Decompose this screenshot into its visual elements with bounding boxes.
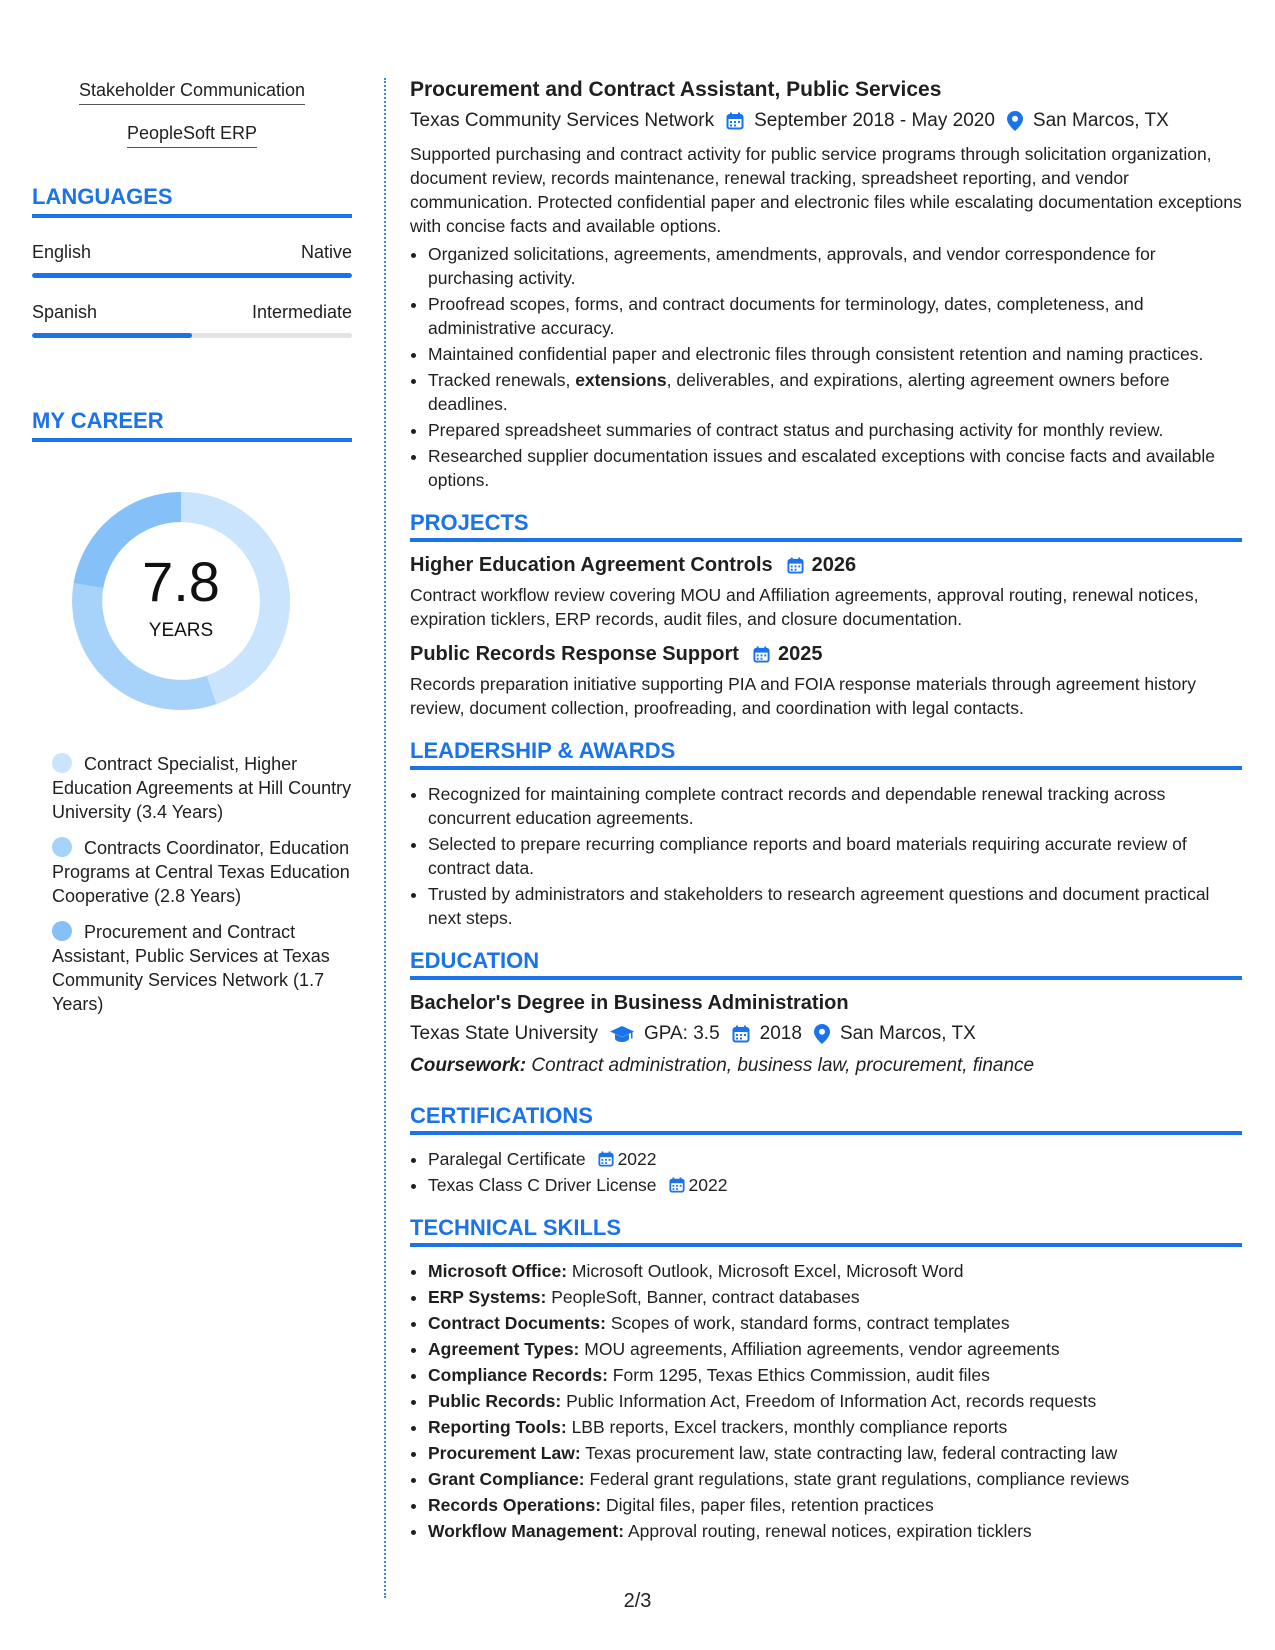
certifications-heading: CERTIFICATIONS [410,1103,1242,1135]
language-proficiency-fill [32,333,192,338]
job-location: San Marcos, TX [1032,110,1169,131]
technical-skill-item [428,1441,1242,1465]
technical-skill-item [428,1311,1242,1335]
skill-tag-label: PeopleSoft ERP [127,123,257,148]
certification-name: • Texas Class C Driver License [428,1175,657,1195]
skill-values: Microsoft Outlook, Microsoft Excel, Microsoft Word [571,1261,964,1281]
leadership-bullet: • Selected to prepare recurring compliance reports and board materials requiring accurate review of contract data. [428,832,1242,880]
skill-values: MOU agreements, Affiliation agreements, vendor agreements [584,1339,1060,1359]
job-meta [410,110,1242,132]
skill-category: Contract Documents: [428,1313,606,1333]
career-heading: MY CAREER [32,408,352,442]
calendar-icon [598,1151,614,1167]
education-year: 2018 [759,1023,802,1044]
technical-skill-item [428,1415,1242,1439]
career-donut-chart [66,486,296,716]
language-name: English [32,242,92,262]
skill-category: Procurement Law: [428,1443,581,1463]
bullet-bold-text: extensions [575,370,667,390]
legend-dot [52,921,72,941]
legend-dot [52,837,72,857]
skill-category: Records Operations: [428,1495,602,1515]
career-total-years: 7.8 [142,550,220,613]
skill-tag [32,80,352,105]
leadership-bullet: • Trusted by administrators and stakeholders to research agreement questions and document practical next steps. [428,882,1242,930]
project-year: 2025 [777,643,823,665]
education-coursework [410,1055,1242,1077]
graduation-cap-icon [610,1025,634,1043]
job-summary: Supported purchasing and contract activity for public service programs through solicitation organization, document review, records maintenance, renewal tracking, spreadsheet reporting, and vendor communication. Protected confidential paper and electronic files while escalating documentation exceptions with concise facts and available options. [410,144,1242,236]
technical-skills-heading: TECHNICAL SKILLS [410,1215,1242,1247]
job-dates: September 2018 - May 2020 [754,110,995,131]
calendar-icon [787,557,804,574]
job-bullets [410,242,1242,492]
language-item [32,242,352,278]
technical-skill-item [428,1363,1242,1387]
project-item [410,554,1242,631]
skill-category: Compliance Records: [428,1365,608,1385]
calendar-icon [726,112,744,130]
job-bullet [428,368,1242,416]
job-title: Procurement and Contract Assistant, Public Services [410,78,942,101]
sidebar [32,80,352,1028]
career-legend-item [52,836,352,908]
technical-skill-item [428,1519,1242,1543]
project-year: 2026 [811,554,857,576]
education-meta [410,1023,1242,1045]
skill-values: Approval routing, renewal notices, expiration ticklers [628,1521,1032,1541]
education-degree: Bachelor's Degree in Business Administration [410,992,849,1014]
bullet-text: , deliverables, and expirations, alerting agreement owners before deadlines. [428,370,1170,414]
technical-skill-item [428,1337,1242,1361]
education-location: San Marcos, TX [839,1023,976,1044]
calendar-icon [669,1177,685,1193]
skill-values: Public Information Act, Freedom of Information Act, records requests [566,1391,1097,1411]
career-legend-item [52,752,352,824]
skill-tag [32,123,352,148]
career-legend [52,752,352,1016]
career-total-unit: YEARS [148,620,214,641]
skill-category: Workflow Management: [428,1521,625,1541]
coursework-text: Contract administration, business law, procurement, finance [531,1055,1035,1076]
language-level: Intermediate [251,302,352,322]
job-bullet: • Prepared spreadsheet summaries of contract status and purchasing activity for monthly review. [428,418,1242,442]
job-bullet: • Organized solicitations, agreements, amendments, approvals, and vendor correspondence for purchasing activity. [428,242,1242,290]
project-description: Contract workflow review covering MOU and Affiliation agreements, approval routing, renewal notices, expiration ticklers, ERP records, audit files, and closure documentation. [410,585,1199,629]
legend-dot [52,753,72,773]
skill-values: Digital files, paper files, retention practices [605,1495,934,1515]
project-description: Records preparation initiative supporting PIA and FOIA response materials through agreement history review, document collection, proofreading, and coordination with legal contacts. [410,674,1196,718]
skill-category: Reporting Tools: [428,1417,567,1437]
skill-category: Public Records: [428,1391,562,1411]
language-level: Native [300,242,352,262]
skill-values: Form 1295, Texas Ethics Commission, audit files [612,1365,990,1385]
job-bullet: • Researched supplier documentation issues and escalated exceptions with concise facts and available options. [428,444,1242,492]
technical-skill-item [428,1493,1242,1517]
job-company: Texas Community Services Network [410,110,715,131]
career-item-text: Contract Specialist, Higher Education Agreements at Hill Country University (3.4 Years) [52,754,352,822]
skill-values: PeopleSoft, Banner, contract databases [551,1287,860,1307]
skill-category: ERP Systems: [428,1287,547,1307]
job-bullet: • Maintained confidential paper and electronic files through consistent retention and naming practices. [428,342,1242,366]
skill-values: LBB reports, Excel trackers, monthly compliance reports [571,1417,1008,1437]
job-bullet: • Proofread scopes, forms, and contract documents for terminology, dates, completeness, and administrative accuracy. [428,292,1242,340]
skill-values: Federal grant regulations, state grant regulations, compliance reviews [589,1469,1130,1489]
language-proficiency-bar [32,333,352,338]
language-proficiency-fill [32,273,352,278]
project-title: Public Records Response Support [410,643,739,665]
skill-values: Scopes of work, standard forms, contract templates [610,1313,1010,1333]
technical-skill-item [428,1467,1242,1491]
technical-skills-list [410,1259,1242,1543]
education-heading: EDUCATION [410,948,1242,980]
skill-category: Microsoft Office: [428,1261,568,1281]
technical-skill-item [428,1285,1242,1309]
career-item-text: Procurement and Contract Assistant, Public Services at Texas Community Services Network (1.7 Years) [52,922,330,1014]
certification-item [428,1147,1242,1171]
certification-year: 2022 [617,1149,657,1169]
education-school: Texas State University [410,1023,598,1044]
technical-skill-item [428,1259,1242,1283]
map-pin-icon [814,1024,830,1044]
skill-values: Texas procurement law, state contracting law, federal contracting law [585,1443,1118,1463]
project-title: Higher Education Agreement Controls [410,554,773,576]
career-legend-item [52,920,352,1016]
education-gpa: GPA: 3.5 [643,1023,720,1044]
column-divider [384,78,386,1598]
skill-tag-label: Stakeholder Communication [79,80,305,105]
leadership-bullet: • Recognized for maintaining complete contract records and dependable renewal tracking across concurrent education agreements. [428,782,1242,830]
page-number: 2/3 [623,1590,652,1612]
calendar-icon [732,1025,750,1043]
certification-item [428,1173,1242,1197]
leadership-bullets [410,782,1242,930]
skill-category: Agreement Types: [428,1339,580,1359]
technical-skill-item [428,1389,1242,1413]
language-proficiency-bar [32,273,352,278]
projects-heading: PROJECTS [410,510,1242,542]
languages-heading: LANGUAGES [32,184,352,218]
main-column [410,78,1242,1545]
bullet-text: Tracked renewals, [428,370,576,390]
certification-year: 2022 [688,1175,728,1195]
project-item [410,643,1242,720]
coursework-label: Coursework: [410,1055,527,1076]
career-item-text: Contracts Coordinator, Education Programs at Central Texas Education Cooperative (2.8 Years) [52,838,350,906]
certification-name: • Paralegal Certificate [428,1149,586,1169]
skill-category: Grant Compliance: [428,1469,585,1489]
language-name: Spanish [32,302,98,322]
leadership-heading: LEADERSHIP & AWARDS [410,738,1242,770]
language-item [32,302,352,338]
certifications-list [410,1147,1242,1197]
map-pin-icon [1007,111,1023,131]
calendar-icon [753,646,770,663]
